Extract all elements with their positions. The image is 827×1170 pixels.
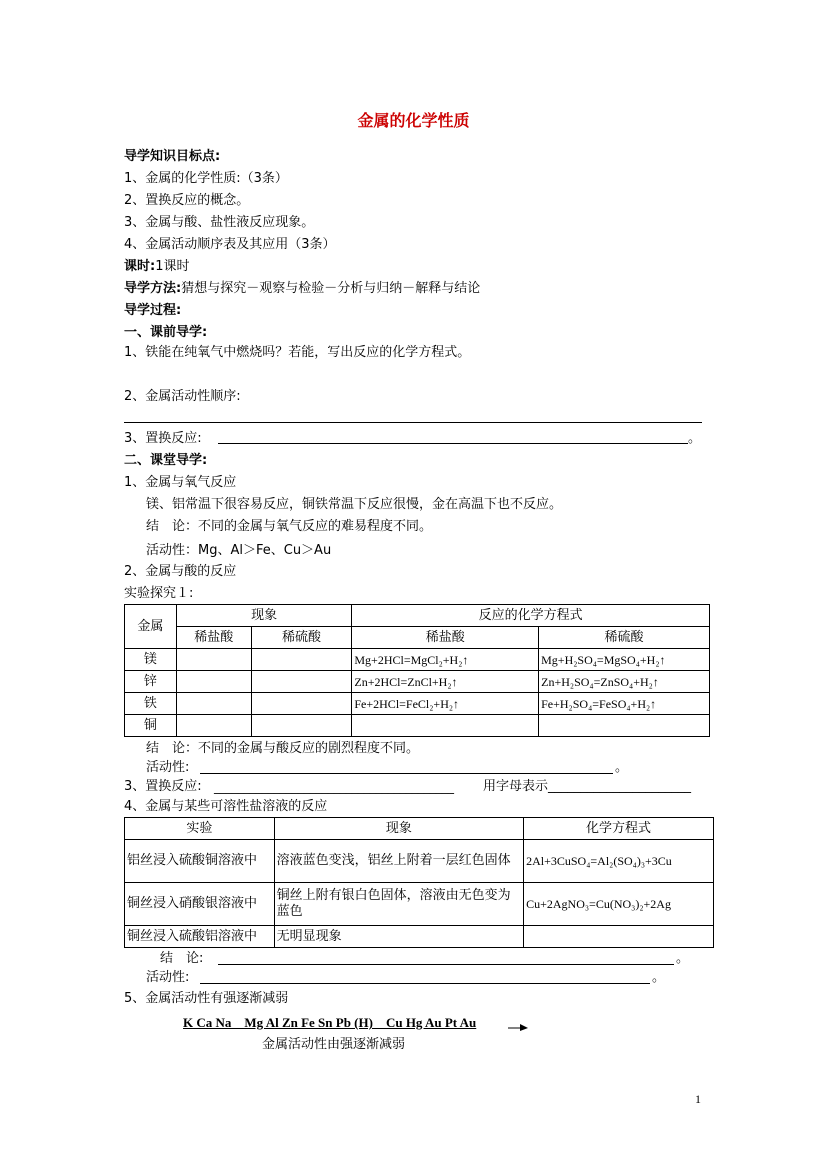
eq-cell[interactable] xyxy=(539,715,710,737)
series-caption: 金属活动性由强逐渐减弱 xyxy=(262,1037,406,1052)
phen-cell: 铜丝上附有银白色固体，溶液由无色变为蓝色 xyxy=(274,883,523,926)
table-row xyxy=(125,649,710,671)
class-heading: 二、课堂导学: xyxy=(124,453,208,468)
table-row xyxy=(125,693,710,715)
table-row xyxy=(125,715,710,737)
salt-activity-end: 。 xyxy=(652,970,666,985)
header-metal: 金属 xyxy=(125,605,177,649)
phen-cell[interactable] xyxy=(176,649,251,671)
objective-item-4: 4、金属活动顺序表及其应用（3条） xyxy=(124,237,336,252)
process-heading: 导学过程: xyxy=(124,303,182,318)
exp-cell: 铜丝浸入硫酸铝溶液中 xyxy=(125,926,275,948)
phen-cell[interactable] xyxy=(176,715,251,737)
phen-cell[interactable] xyxy=(251,649,352,671)
answer-line-3[interactable] xyxy=(218,443,688,444)
section-1-heading: 1、金属与氧气反应 xyxy=(124,475,237,490)
eq-cell: Fe+2HCl=FeCl₂+H₂↑ xyxy=(352,693,539,715)
pre-question-2: 2、金属活动性顺序: xyxy=(124,389,241,404)
objective-item-2: 2、置换反应的概念。 xyxy=(124,193,250,208)
phen-cell: 溶液蓝色变浅，铝丝上附着一层红色固体 xyxy=(274,840,523,883)
section-2-heading: 2、金属与酸的反应 xyxy=(124,564,237,579)
acid-activity-label: 活动性: xyxy=(146,760,190,775)
phen-cell[interactable] xyxy=(251,671,352,693)
pre-question-1: 1、铁能在纯氧气中燃烧吗？若能，写出反应的化学方程式。 xyxy=(124,345,471,360)
eq-cell: Zn+2HCl=ZnCl+H₂↑ xyxy=(352,671,539,693)
exp-cell: 铜丝浸入硝酸银溶液中 xyxy=(125,883,275,926)
eq-cell: Fe+H₂SO₄=FeSO₄+H₂↑ xyxy=(539,693,710,715)
section-5-heading: 5、金属活动性有强逐渐减弱 xyxy=(124,991,289,1006)
table-row xyxy=(125,671,710,693)
answer-line-2[interactable] xyxy=(124,422,702,423)
metal-cell: 铜 xyxy=(125,715,177,737)
salt-conclusion-label: 结 论: xyxy=(160,951,204,966)
salt-conclusion-line[interactable] xyxy=(218,964,674,965)
header-phenomenon: 现象 xyxy=(176,605,352,627)
method-line xyxy=(124,280,480,298)
pre-heading: 一、课前导学: xyxy=(124,325,208,340)
acid-conclusion: 结 论：不同的金属与酸反应的剧烈程度不同。 xyxy=(146,741,420,756)
header-eq-hcl: 稀盐酸 xyxy=(352,627,539,649)
eq-cell: Mg+2HCl=MgCl₂+H₂↑ xyxy=(352,649,539,671)
eq-cell: Mg+H₂SO₄=MgSO₄+H₂↑ xyxy=(539,649,710,671)
header-exp: 实验 xyxy=(125,818,275,840)
salt-conclusion-end: 。 xyxy=(676,951,690,966)
hours-value: 1课时 xyxy=(155,259,190,274)
objectives-heading: 导学知识目标点: xyxy=(124,149,221,164)
salt-activity-line[interactable] xyxy=(200,983,650,984)
page-title: 金属的化学性质 xyxy=(357,111,470,130)
salt-activity-label: 活动性: xyxy=(146,970,190,985)
eq-cell[interactable] xyxy=(524,926,714,948)
phen-cell[interactable] xyxy=(176,693,251,715)
table-row xyxy=(125,883,714,926)
phen-cell[interactable] xyxy=(251,715,352,737)
table-row xyxy=(125,840,714,883)
header-phen: 现象 xyxy=(274,818,523,840)
section-1-conclusion: 结 论：不同的金属与氧气反应的难易程度不同。 xyxy=(146,519,433,534)
pre-question-3-end: 。 xyxy=(688,431,702,446)
acid-reaction-table xyxy=(124,604,710,737)
header-phen-hcl: 稀盐酸 xyxy=(176,627,251,649)
metal-cell: 锌 xyxy=(125,671,177,693)
series-arrow-icon xyxy=(508,1020,532,1032)
section-1-activity: 活动性：Mg、Al＞Fe、Cu＞Au xyxy=(146,543,332,558)
pre-question-3: 3、置换反应: xyxy=(124,431,202,446)
acid-activity-end: 。 xyxy=(615,760,629,775)
hours-line xyxy=(124,258,189,276)
objective-item-1: 1、金属的化学性质:（3条） xyxy=(124,171,288,186)
section-1-text: 镁、铝常温下很容易反应，铜铁常温下反应很慢，金在高温下也不反应。 xyxy=(146,497,563,512)
header-eq: 化学方程式 xyxy=(524,818,714,840)
method-label: 导学方法: xyxy=(124,281,182,296)
metal-cell: 镁 xyxy=(125,649,177,671)
eq-cell: Cu+2AgNO₃=Cu(NO₃)₂+2Ag xyxy=(524,883,714,926)
page-number: 1 xyxy=(695,1092,701,1106)
header-equation: 反应的化学方程式 xyxy=(352,605,710,627)
method-value: 猜想与探究－观察与检验－分析与归纳－解释与结论 xyxy=(181,281,481,296)
experiment-label: 实验探究１: xyxy=(124,586,194,601)
section-3-letter[interactable]: 用字母表示______________________ xyxy=(483,779,692,794)
phen-cell[interactable] xyxy=(176,671,251,693)
phen-cell[interactable] xyxy=(251,693,352,715)
eq-cell[interactable] xyxy=(352,715,539,737)
salt-reaction-table xyxy=(124,817,714,948)
activity-series: K Ca Na Mg Al Zn Fe Sn Pb (H) Cu Hg Au Pt Au xyxy=(183,1015,477,1030)
eq-cell: 2Al+3CuSO₄=Al₂(SO₄)₃+3Cu xyxy=(524,840,714,883)
section-3-blank[interactable]: ________________________________________ xyxy=(214,780,454,794)
header-eq-h2so4: 稀硫酸 xyxy=(539,627,710,649)
exp-cell: 铝丝浸入硫酸铜溶液中 xyxy=(125,840,275,883)
hours-label: 课时: xyxy=(124,259,156,274)
objective-item-3: 3、金属与酸、盐性液反应现象。 xyxy=(124,215,315,230)
section-3-heading: 3、置换反应: xyxy=(124,779,202,794)
phen-cell: 无明显现象 xyxy=(274,926,523,948)
table-row xyxy=(125,926,714,948)
section-4-heading: 4、金属与某些可溶性盐溶液的反应 xyxy=(124,799,328,814)
header-phen-h2so4: 稀硫酸 xyxy=(251,627,352,649)
eq-cell: Zn+H₂SO₄=ZnSO₄+H₂↑ xyxy=(539,671,710,693)
metal-cell: 铁 xyxy=(125,693,177,715)
acid-activity-line[interactable] xyxy=(200,773,613,774)
